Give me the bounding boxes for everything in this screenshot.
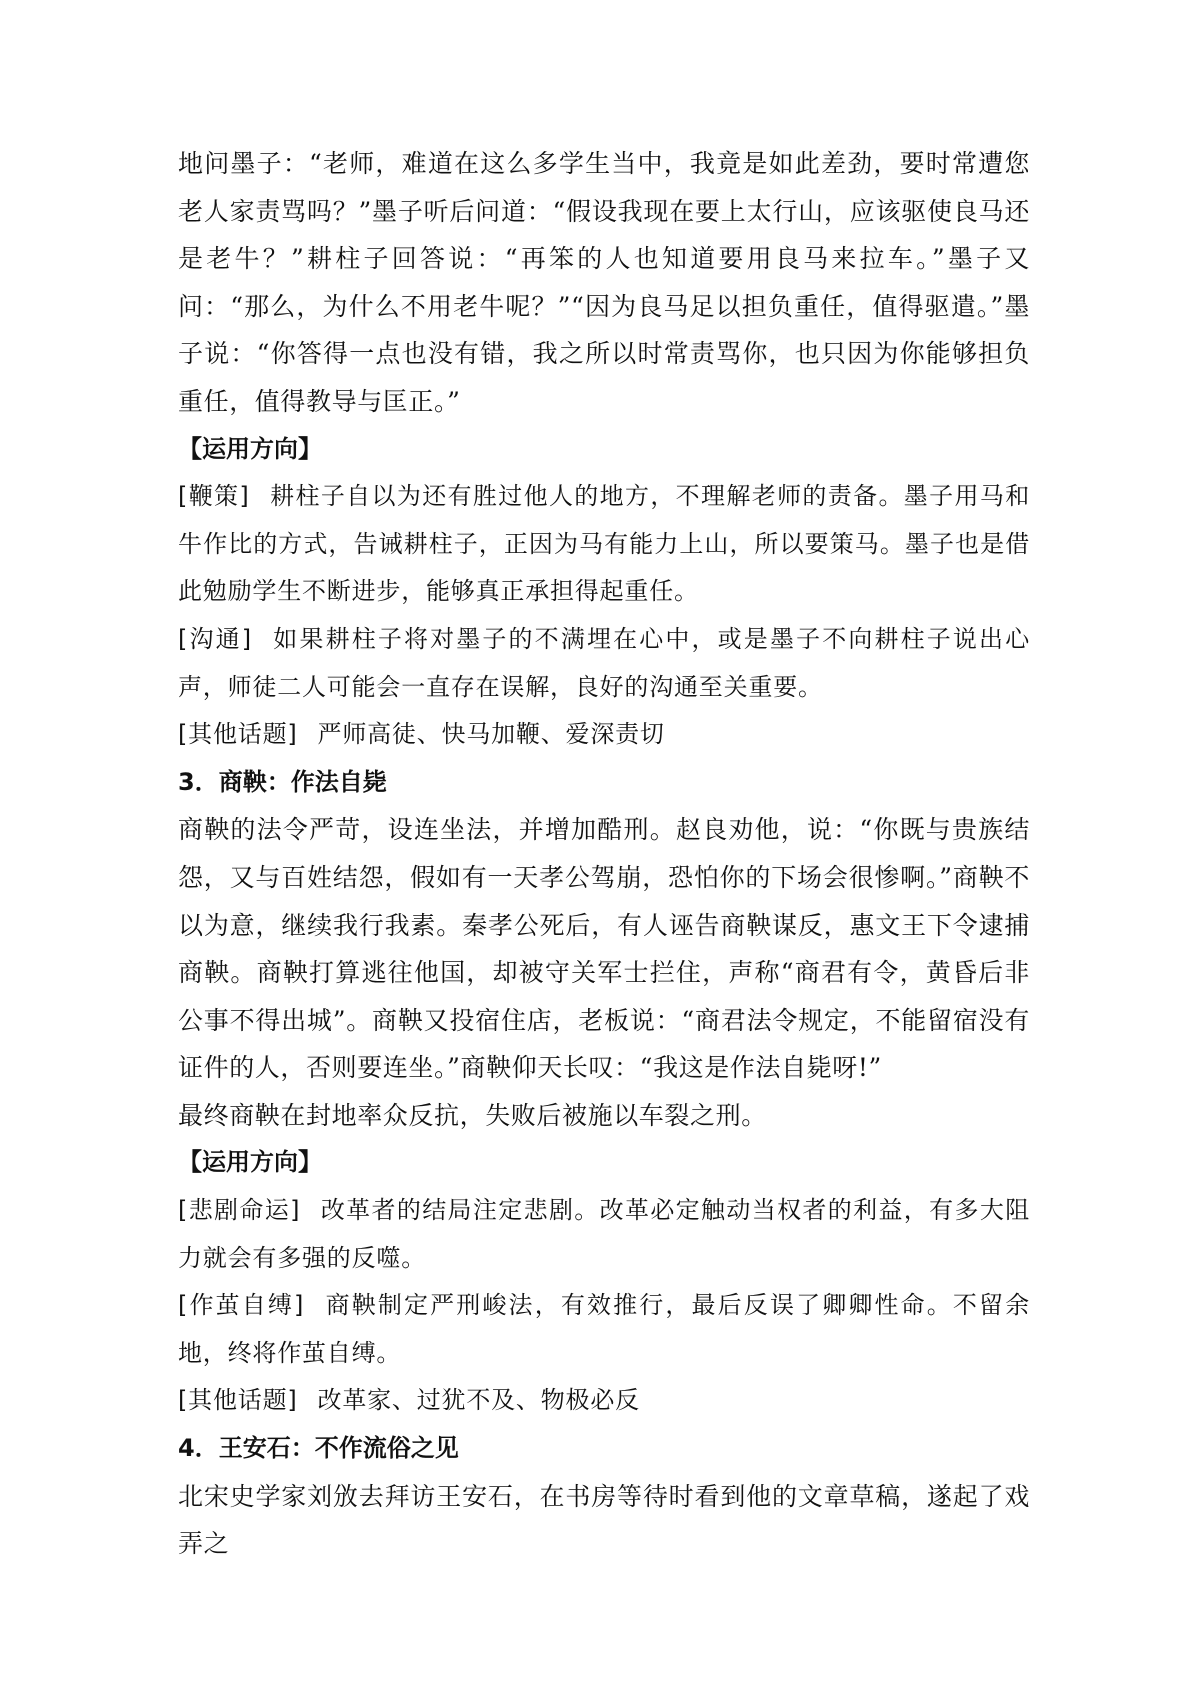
topic-item <box>178 711 1030 759</box>
application-direction-heading: 【运用方向】 <box>178 1148 322 1177</box>
topic-tag: [其他话题] <box>178 720 298 749</box>
topic-item <box>178 473 1030 616</box>
topic-item <box>178 1282 1030 1377</box>
topic-item <box>178 1377 1030 1425</box>
topic-text: 改革家、过犹不及、物极必反 <box>317 1386 640 1415</box>
section-title: 4．王安石：不作流俗之见 <box>178 1434 459 1463</box>
story-paragraph: 地问墨子：“老师，难道在这么多学生当中，我竟是如此差劲，要时常遭您老人家责骂吗？”墨子听后问道：“假设我现在要上太行山，应该驱使良马还是老牛？”耕柱子回答说：“再笨的人也知道要用良马来拉车。”墨子又问：“那么，为什么不用老牛呢？”“因为良马足以担负重任，值得驱遣。”墨子说：“你答得一点也没有错，我之所以时常责骂你，也只因为你能够担负重任，值得教导与匡正。” <box>178 149 1030 416</box>
topic-tag: [悲剧命运] <box>178 1196 301 1225</box>
topic-item <box>178 1187 1030 1282</box>
story-paragraph: 商鞅的法令严苛，设连坐法，并增加酷刑。赵良劝他，说：“你既与贵族结怨，又与百姓结怨，假如有一天孝公驾崩，恐怕你的下场会很惨啊。”商鞅不以为意，继续我行我素。秦孝公死后，有人诬告商鞅谋反，惠文王下令逮捕商鞅。商鞅打算逃往他国，却被守关军士拦住，声称“商君有令，黄昏后非公事不得出城”。商鞅又投宿住店，老板说：“商君法令规定，不能留宿没有证件的人，否则要连坐。”商鞅仰天长叹：“我这是作法自毙呀!” <box>178 815 1030 1083</box>
topic-text: 严师高徒、快马加鞭、爱深责切 <box>317 720 665 749</box>
topic-tag: [鞭策] <box>178 482 250 511</box>
topic-tag: [作茧自缚] <box>178 1291 305 1320</box>
topic-tag: [沟通] <box>178 624 252 653</box>
story-paragraph: 北宋史学家刘攽去拜访王安石，在书房等待时看到他的文章草稿，遂起了戏弄之 <box>178 1481 1030 1559</box>
topic-text: 耕柱子自以为还有胜过他人的地方，不理解老师的责备。墨子用马和牛作比的方式，告诫耕柱子，正因为马有能力上山，所以要策马。墨子也是借此勉励学生不断进步，能够真正承担得起重任。 <box>178 482 1030 606</box>
story-paragraph: 最终商鞅在封地率众反抗，失败后被施以车裂之刑。 <box>178 1100 767 1130</box>
application-direction-heading: 【运用方向】 <box>178 434 322 463</box>
section-title: 3．商鞅：作法自毙 <box>178 767 387 796</box>
topic-text: 如果耕柱子将对墨子的不满埋在心中，或是墨子不向耕柱子说出心声，师徒二人可能会一直存在误解，良好的沟通至关重要。 <box>178 624 1030 701</box>
topic-text: 改革者的结局注定悲剧。改革必定触动当权者的利益，有多大阻力就会有多强的反噬。 <box>178 1196 1030 1272</box>
topic-item <box>178 616 1030 711</box>
topic-text: 商鞅制定严刑峻法，有效推行，最后反误了卿卿性命。不留余地，终将作茧自缚。 <box>178 1291 1030 1367</box>
topic-tag: [其他话题] <box>178 1386 298 1415</box>
